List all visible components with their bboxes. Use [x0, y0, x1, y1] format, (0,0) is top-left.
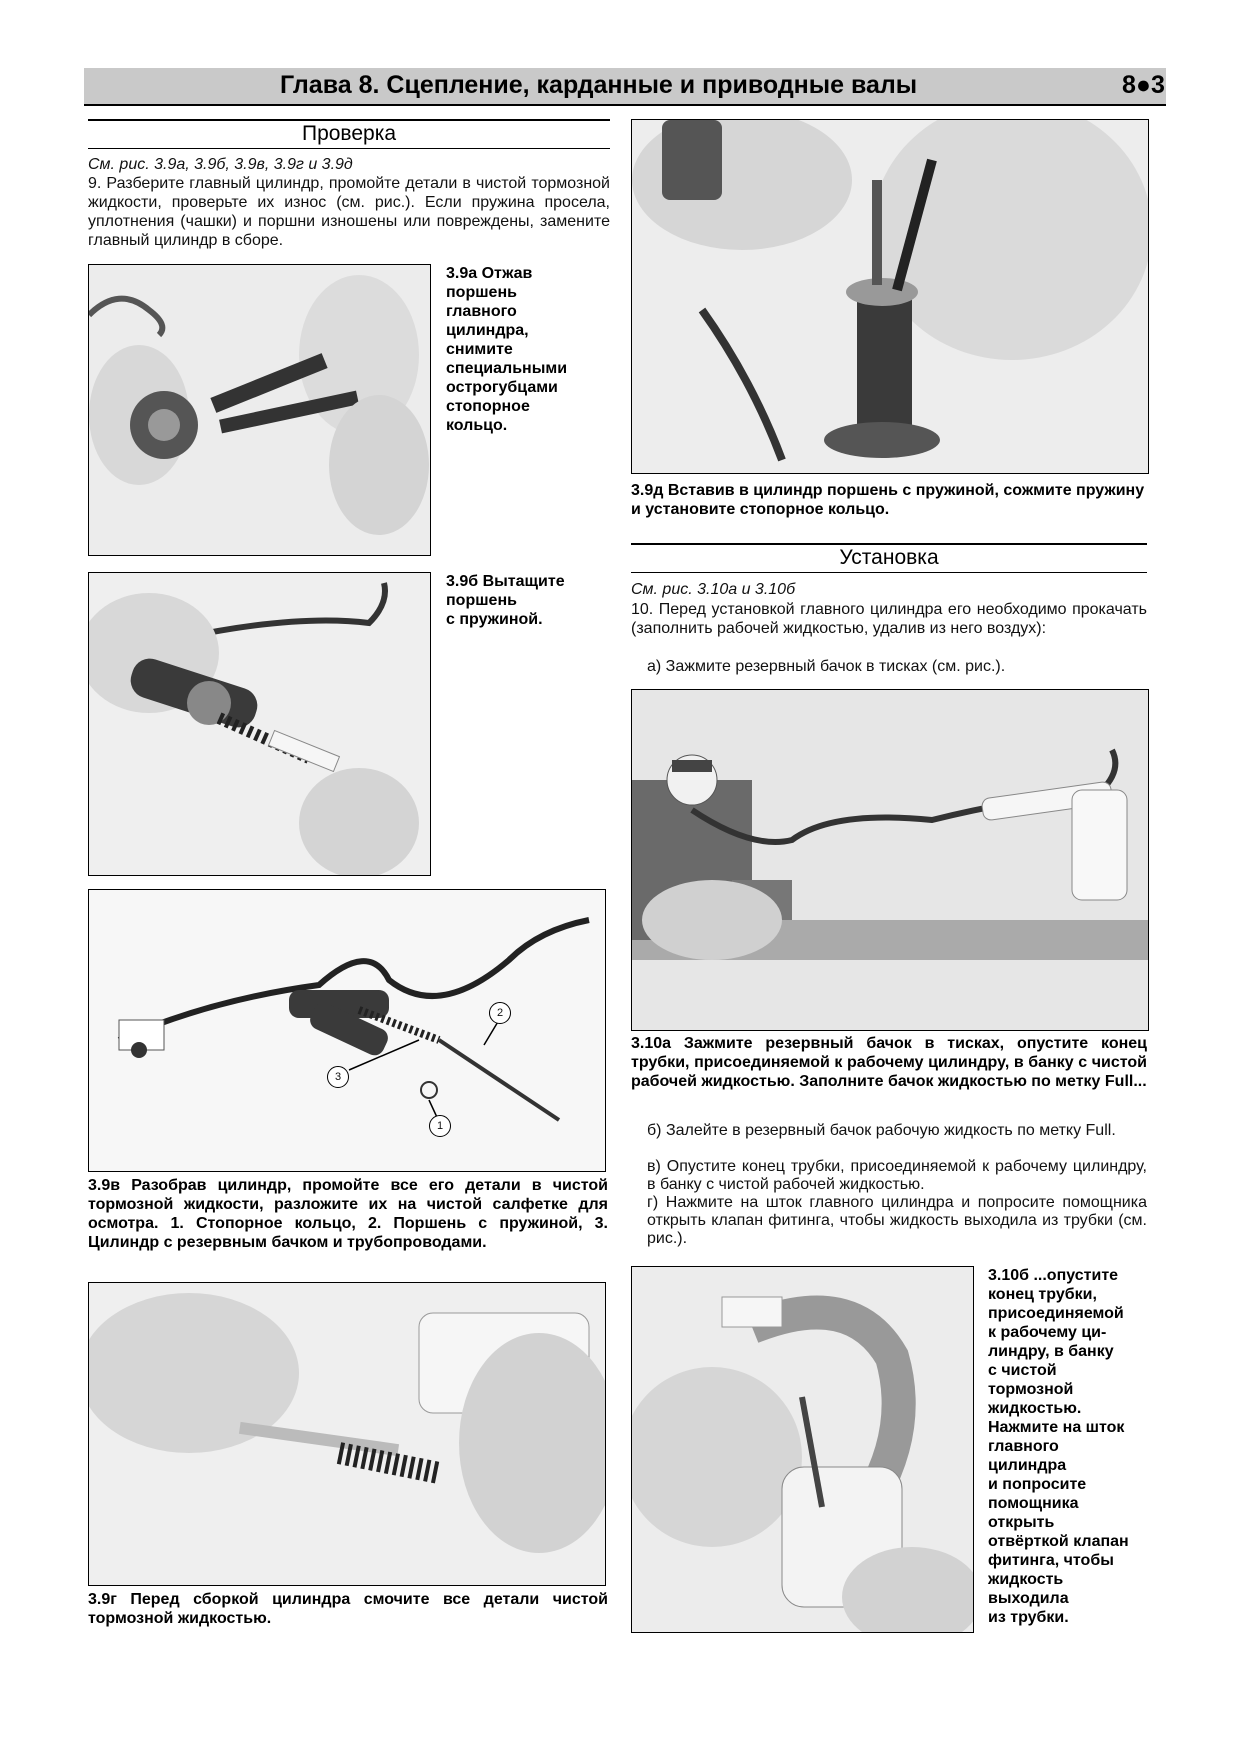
- photo-fig-3-9g-illustration: [89, 1283, 605, 1585]
- caption-fig-3-9a: [446, 264, 616, 435]
- figure-reference: См. рис. 3.9а, 3.9б, 3.9в, 3.9г и 3.9д: [88, 156, 353, 173]
- callout-3: 3: [327, 1066, 349, 1088]
- caption-line: с пружиной.: [446, 611, 543, 628]
- section-rule-bottom: [631, 572, 1147, 573]
- section-title-install: Установка: [839, 546, 939, 569]
- caption-line: из трубки.: [988, 1609, 1069, 1626]
- photo-fig-3-10b: [631, 1266, 974, 1633]
- caption-line: фитинга, чтобы: [988, 1552, 1114, 1569]
- caption-line: 3.9а Отжав: [446, 265, 533, 282]
- caption-line: открыть: [988, 1514, 1055, 1531]
- photo-fig-3-9a-illustration: [89, 265, 430, 555]
- photo-fig-3-9b-illustration: [89, 573, 430, 875]
- caption-line: специальными: [446, 360, 568, 377]
- caption-line: к рабочему ци-: [988, 1324, 1107, 1341]
- caption-line: жидкость: [988, 1571, 1064, 1588]
- caption-line: главного: [446, 303, 517, 320]
- paragraph-10: 10. Перед установкой главного цилиндра его необходимо прокачать (заполнить рабочей жидкостью, удалив из него воздух):: [631, 601, 1147, 637]
- photo-fig-3-9v-illustration: [89, 890, 605, 1171]
- caption-fig-3-9g: 3.9г Перед сборкой цилиндра смочите все детали чистой тормозной жидкостью.: [88, 1591, 608, 1627]
- section-rule-top: [631, 543, 1147, 545]
- caption-line: 3.9б Вытащите: [446, 573, 565, 590]
- caption-line: и попросите: [988, 1476, 1087, 1493]
- paragraph-9: 9. Разберите главный цилиндр, промойте детали в чистой тормозной жидкости, проверьте их износ (см. рис.). Если пружина просела, уплотнения (чашки) и поршни изношены или повреждены, замените главный цилиндр в сборе.: [88, 175, 610, 249]
- photo-fig-3-9v: [88, 889, 606, 1172]
- section-title-check: Проверка: [301, 122, 397, 145]
- caption-line: цилиндра,: [446, 322, 529, 339]
- caption-line: острогубцами: [446, 379, 558, 396]
- figure-reference: См. рис. 3.10а и 3.10б: [631, 581, 796, 598]
- photo-fig-3-10a-illustration: [632, 690, 1148, 1030]
- photo-fig-3-9d: [631, 119, 1149, 474]
- page-number: 8●3: [1122, 71, 1165, 99]
- photo-fig-3-9b: [88, 572, 431, 876]
- callout-2: 2: [489, 1002, 511, 1024]
- caption-line: стопорное: [446, 398, 530, 415]
- caption-line: цилиндра: [988, 1457, 1067, 1474]
- caption-line: жидкостью.: [988, 1400, 1082, 1417]
- caption-line: кольцо.: [446, 417, 508, 434]
- step-a: а) Зажмите резервный бачок в тисках (см. рис.).: [647, 658, 1006, 675]
- caption-line: снимите: [446, 341, 513, 358]
- caption-fig-3-10a: 3.10а Зажмите резервный бачок в тисках, опустите конец трубки, присоединяемой к рабочему цилиндру, в банку с чистой рабочей жидкостью. Заполните бачок жидкостью по метку Full...: [631, 1035, 1147, 1090]
- photo-fig-3-10b-illustration: [632, 1267, 973, 1632]
- chapter-title: Глава 8. Сцепление, карданные и приводные валы: [280, 71, 918, 99]
- caption-fig-3-10b: [988, 1266, 1173, 1627]
- caption-line: 3.10б ...опустите: [988, 1267, 1119, 1284]
- section-rule-bottom: [88, 148, 610, 149]
- caption-fig-3-9d: 3.9д Вставив в цилиндр поршень с пружиной, сожмите пружину и установите стопорное кольцо.: [631, 482, 1145, 518]
- caption-line: поршень: [446, 284, 517, 301]
- step-v: в) Опустите конец трубки, присоединяемой к рабочему цилиндру, в банку с чистой рабочей жидкостью.: [647, 1158, 1147, 1193]
- caption-line: тормозной: [988, 1381, 1074, 1398]
- caption-line: с чистой: [988, 1362, 1057, 1379]
- step-g: г) Нажмите на шток главного цилиндра и попросите помощника открыть клапан фитинга, чтобы жидкость выходила из трубки (см. рис.).: [647, 1194, 1147, 1247]
- callout-1: 1: [429, 1115, 451, 1137]
- caption-line: Нажмите на шток: [988, 1419, 1125, 1436]
- caption-line: отвёрткой клапан: [988, 1533, 1129, 1550]
- photo-fig-3-9d-illustration: [632, 120, 1148, 473]
- caption-line: линдру, в банку: [988, 1343, 1114, 1360]
- photo-fig-3-10a: [631, 689, 1149, 1031]
- caption-line: помощника: [988, 1495, 1079, 1512]
- caption-line: конец трубки,: [988, 1286, 1097, 1303]
- caption-fig-3-9b: [446, 572, 616, 629]
- photo-fig-3-9a: [88, 264, 431, 556]
- caption-line: главного: [988, 1438, 1059, 1455]
- caption-line: присоединяемой: [988, 1305, 1124, 1322]
- section-rule-top: [88, 119, 610, 121]
- caption-line: выходила: [988, 1590, 1069, 1607]
- step-b: б) Залейте в резервный бачок рабочую жидкость по метку Full.: [647, 1122, 1116, 1139]
- caption-line: поршень: [446, 592, 517, 609]
- caption-fig-3-9v: 3.9в Разобрав цилиндр, промойте все его детали в чистой тормозной жидкости, разложите их на чистой салфетке для осмотра. 1. Стопорное кольцо, 2. Поршень с пружиной, 3. Цилиндр с резервным бачком и трубопроводами.: [88, 1177, 608, 1251]
- photo-fig-3-9g: [88, 1282, 606, 1586]
